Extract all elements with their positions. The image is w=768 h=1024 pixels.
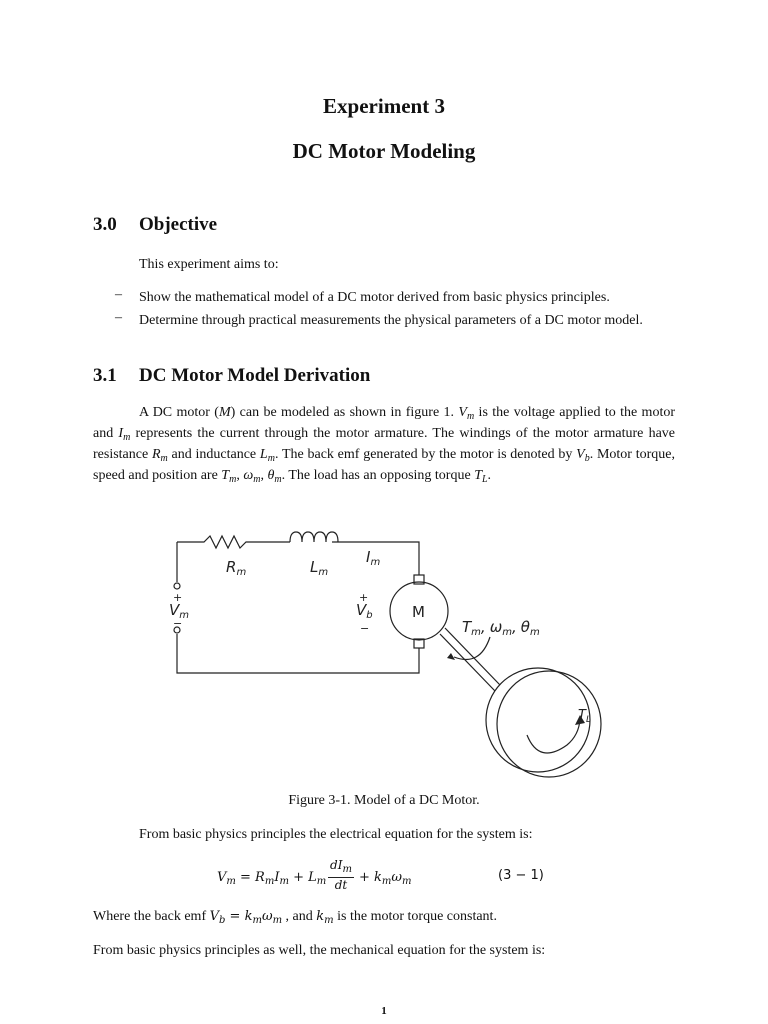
equation-number: (3 − 1) bbox=[498, 868, 544, 883]
section-number: 3.1 bbox=[93, 365, 117, 386]
rm-label: $R_m$ bbox=[226, 558, 247, 578]
load-torque-label: $T_L$ bbox=[578, 708, 591, 725]
body-paragraph: A DC motor (M) can be modeled as shown in figure 1. $V_m$ is the voltage applied to the motor and $I_m$ represents the current through the motor armature. The windings of the motor armature have resistance $R_m$ and inductance $L_m$. The back emf generated by the motor is denoted by $V_b$. Motor torque, speed and position are $T_m$, $\omega_m$, $\theta_m$. The load has an opposing torque $T_L$. bbox=[93, 405, 675, 485]
bullet-marker: – bbox=[115, 287, 122, 302]
dc-motor-diagram bbox=[160, 520, 620, 795]
bullet-marker: – bbox=[115, 310, 122, 325]
intro-text: This experiment aims to: bbox=[139, 257, 279, 272]
section-heading: Objective bbox=[139, 214, 218, 235]
equation: $V_m = R_mI_m + L_m$ $dI_m$ dt + $k_m\omega_m$ bbox=[217, 858, 412, 892]
lm-label: $L_m$ bbox=[310, 558, 329, 578]
figure-caption: Figure 3-1. Model of a DC Motor. bbox=[288, 793, 480, 808]
bullet-item: Determine through practical measurements the physical parameters of a DC motor model. bbox=[139, 313, 643, 328]
body-text: From basic physics principles the electrical equation for the system is: bbox=[139, 827, 533, 842]
vm-minus: − bbox=[173, 617, 183, 630]
vm-plus: + bbox=[173, 591, 183, 604]
vb-minus: − bbox=[360, 622, 370, 635]
motor-state-label: $T_m$, $\omega_m$, $\theta_m$ bbox=[462, 618, 540, 638]
page-number: 1 bbox=[381, 1005, 387, 1017]
document-subtitle: DC Motor Modeling bbox=[292, 139, 476, 163]
vb-label: $V_b$ bbox=[356, 601, 373, 621]
vm-label: $V_m$ bbox=[169, 601, 190, 621]
document-title: Experiment 3 bbox=[323, 94, 445, 118]
bullet-item: Show the mathematical model of a DC motor derived from basic physics principles. bbox=[139, 290, 610, 305]
motor-label: M bbox=[412, 603, 425, 621]
body-text: Where the back emf $V_b = k_m\omega_m$ , and $k_m$ is the motor torque constant. bbox=[93, 909, 497, 926]
section-heading: DC Motor Model Derivation bbox=[139, 365, 371, 386]
vb-plus: + bbox=[359, 591, 369, 604]
im-label: $I_m$ bbox=[366, 548, 381, 568]
section-number: 3.0 bbox=[93, 214, 117, 235]
body-text: From basic physics principles as well, the mechanical equation for the system is: bbox=[93, 943, 546, 958]
